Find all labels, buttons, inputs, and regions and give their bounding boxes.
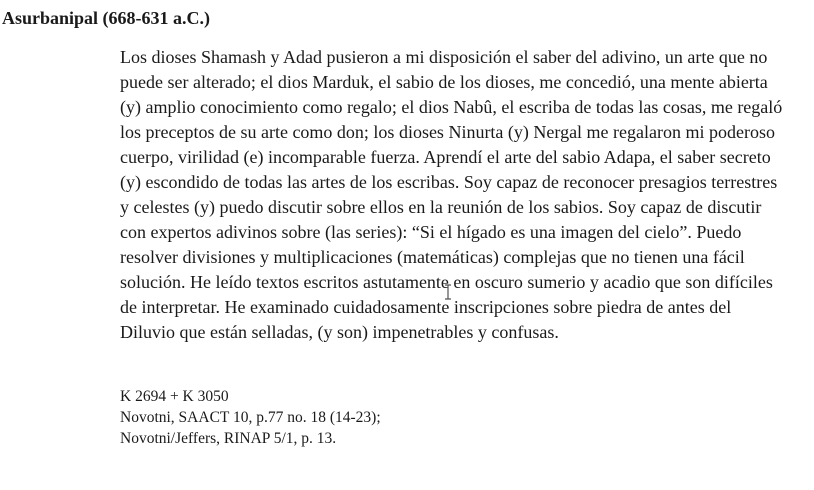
reference-line: K 2694 + K 3050 (120, 388, 229, 405)
reference-list (120, 386, 790, 449)
text-cursor-icon (443, 284, 453, 300)
reference-line: Novotni, SAACT 10, p.77 no. 18 (14-23); (120, 409, 381, 426)
reference-line: Novotni/Jeffers, RINAP 5/1, p. 13. (120, 430, 337, 447)
quote-passage: Los dioses Shamash y Adad pusieron a mi disposición el saber del adivino, un arte que no puede ser alterado; el dios Marduk, el sabio de los dioses, me concedió, una mente abierta (y) amplio conocimiento como regalo; el dios Nabû, el escriba de todas las cosas, me regaló los preceptos de su arte como don; los dioses Ninurta (y) Nergal me regalaron mi poderoso cuerpo, virilidad (e) incomparable fuerza. Aprendí el arte del sabio Adapa, el saber secreto (y) escondido de todas las artes de los escribas. Soy capaz de reconocer presagios terrestres y celestes (y) puedo discutir sobre ellos en la reunión de los sabios. Soy capaz de discutir con expertos adivinos sobre (las series): “Si el hígado es una imagen del cielo”. Puedo resolver divisiones y multiplicaciones (matemáticas) complejas que no tienen una fácil solución. He leído textos escritos astutamente en oscuro sumerio y acadio que son difíciles de interpretar. He examinado cuidadosamente inscripciones sobre piedra de antes del Diluvio que están selladas, (y son) impenetrables y confusas. (120, 47, 783, 342)
document-title: Asurbanipal (668-631 a.C.) (2, 8, 211, 28)
